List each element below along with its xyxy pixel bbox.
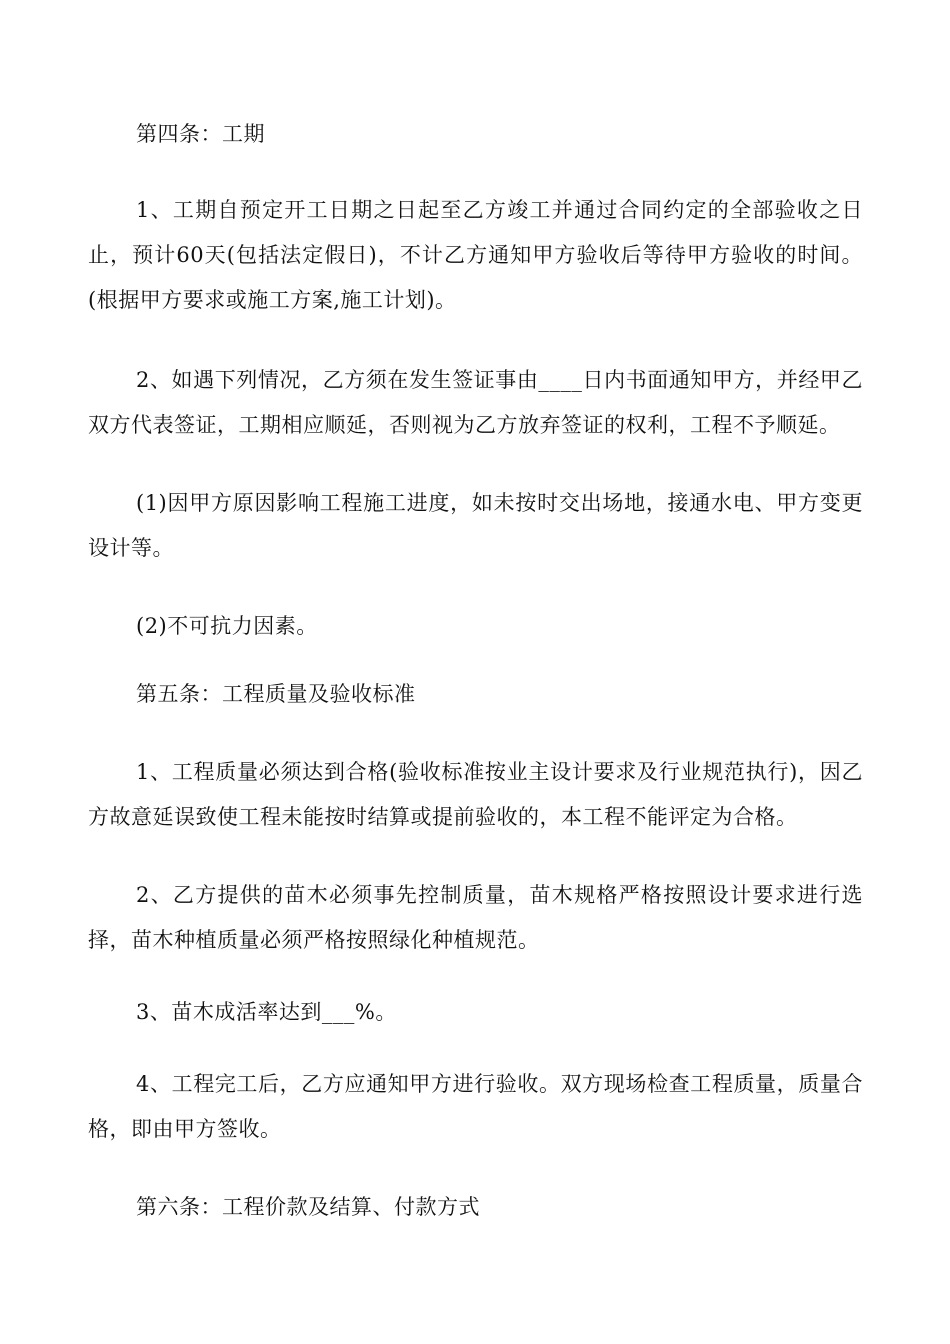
paragraph-delay-notification: 2、如遇下列情况，乙方须在发生签证事由____日内书面通知甲方，并经甲乙双方代表签证，工期相应顺延，否则视为乙方放弃签证的权利，工程不予顺延。 [88,368,863,437]
paragraph-party-a-causes: (1)因甲方原因影响工程施工进度，如未按时交出场地，接通水电、甲方变更设计等。 [88,491,863,560]
paragraph-quality-standard: 1、工程质量必须达到合格(验收标准按业主设计要求及行业规范执行)，因乙方故意延误致使工程未能按时结算或提前验收的，本工程不能评定为合格。 [88,760,863,829]
section-heading-article-6: 第六条：工程价款及结算、付款方式 [136,1195,480,1219]
section-heading-article-4: 第四条：工期 [136,122,265,146]
paragraph-survival-rate: 3、苗木成活率达到___%。 [136,1000,397,1024]
paragraph-acceptance: 4、工程完工后，乙方应通知甲方进行验收。双方现场检查工程质量，质量合格，即由甲方签收。 [88,1072,863,1141]
section-heading-article-5: 第五条：工程质量及验收标准 [136,682,416,706]
paragraph-seedling-quality: 2、乙方提供的苗木必须事先控制质量，苗木规格严格按照设计要求进行选择，苗木种植质量必须严格按照绿化种植规范。 [88,883,863,952]
paragraph-force-majeure: (2)不可抗力因素。 [136,614,318,638]
paragraph-construction-period: 1、工期自预定开工日期之日起至乙方竣工并通过合同约定的全部验收之日止，预计60天(包括法定假日)，不计乙方通知甲方验收后等待甲方验收的时间。(根据甲方要求或施工方案,施工计划)。 [88,198,863,312]
